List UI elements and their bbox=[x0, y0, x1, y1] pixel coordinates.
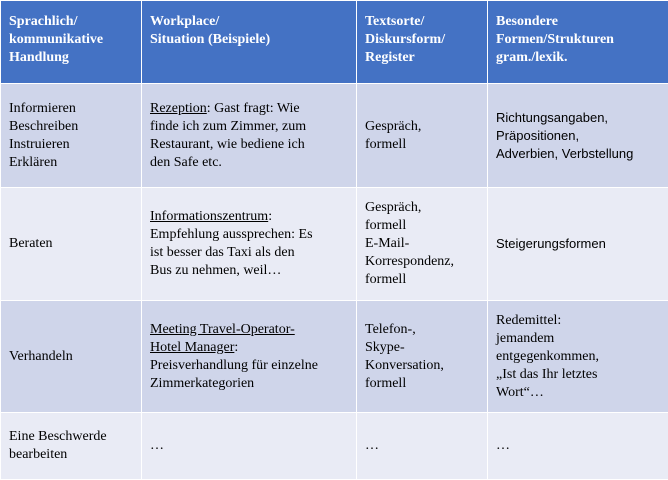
cell-text: entgegenkommen, bbox=[496, 348, 668, 366]
cell-text: E-Mail- bbox=[365, 235, 487, 253]
cell-text: Beraten bbox=[9, 235, 141, 253]
header-text: Handlung bbox=[9, 49, 141, 67]
cell-text: Instruieren bbox=[9, 136, 141, 154]
header-text: Sprachlich/ bbox=[9, 13, 141, 31]
cell-text: Redemittel: bbox=[496, 312, 668, 330]
cell-text: bearbeiten bbox=[9, 446, 141, 464]
header-text: Besondere bbox=[496, 13, 668, 31]
cell-text: … bbox=[150, 437, 356, 455]
cell-situation bbox=[142, 188, 357, 301]
cell-situation bbox=[142, 301, 357, 413]
table-row bbox=[1, 84, 668, 188]
header-text: Situation (Beispiele) bbox=[150, 31, 356, 49]
cell-text: Gespräch, bbox=[365, 118, 487, 136]
cell-text: finde ich zum Zimmer, zum bbox=[150, 118, 356, 136]
cell-text: formell bbox=[365, 217, 487, 235]
cell-text: Preisverhandlung für einzelne bbox=[150, 357, 356, 375]
cell-text: : bbox=[268, 209, 272, 224]
cell-text: Telefon-, bbox=[365, 321, 487, 339]
header-row bbox=[1, 1, 668, 84]
cell-text: Empfehlung aussprechen: Es bbox=[150, 226, 356, 244]
cell-text: Richtungsangaben, bbox=[496, 109, 668, 127]
situation-place: Informationszentrum bbox=[150, 209, 268, 224]
cell-text: Informieren bbox=[9, 100, 141, 118]
table-row bbox=[1, 301, 668, 413]
cell-text: Zimmerkategorien bbox=[150, 375, 356, 393]
header-text: Register bbox=[365, 49, 487, 67]
cell-text: Steigerungsformen bbox=[496, 235, 668, 253]
cell-text: Verhandeln bbox=[9, 348, 141, 366]
cell-text: formell bbox=[365, 375, 487, 393]
header-text: Formen/Strukturen bbox=[496, 31, 668, 49]
situation-place: Meeting Travel-Operator- bbox=[150, 322, 295, 337]
cell-text: Beschreiben bbox=[9, 118, 141, 136]
cell-formen bbox=[488, 413, 668, 480]
header-text: Diskursform/ bbox=[365, 31, 487, 49]
cell-text: Gespräch, bbox=[365, 199, 487, 217]
cell-textsorte bbox=[357, 301, 488, 413]
cell-text bbox=[150, 339, 356, 357]
cell-textsorte bbox=[357, 188, 488, 301]
cell-text: … bbox=[365, 437, 487, 455]
cell-text: Skype- bbox=[365, 339, 487, 357]
cell-formen bbox=[488, 188, 668, 301]
cell-text bbox=[150, 208, 356, 226]
cell-text: Eine Beschwerde bbox=[9, 428, 141, 446]
header-text: Workplace/ bbox=[150, 13, 356, 31]
cell-text: Konversation, bbox=[365, 357, 487, 375]
cell-text: formell bbox=[365, 136, 487, 154]
cell-text: Korrespondenz, bbox=[365, 253, 487, 271]
cell-text: Wort“… bbox=[496, 384, 668, 402]
header-text: gram./lexik. bbox=[496, 49, 668, 67]
cell-text: formell bbox=[365, 271, 487, 289]
header-formen bbox=[488, 1, 668, 84]
cell-situation bbox=[142, 84, 357, 188]
cell-text bbox=[150, 321, 356, 339]
cell-text: : bbox=[234, 340, 238, 355]
table-row bbox=[1, 188, 668, 301]
cell-textsorte bbox=[357, 84, 488, 188]
cell-text: Restaurant, wie bediene ich bbox=[150, 136, 356, 154]
cell-handlung bbox=[1, 413, 142, 480]
cell-handlung bbox=[1, 301, 142, 413]
cell-text: : Gast fragt: Wie bbox=[207, 101, 300, 116]
header-handlung bbox=[1, 1, 142, 84]
cell-formen bbox=[488, 301, 668, 413]
cell-text: jemandem bbox=[496, 330, 668, 348]
cell-text: Erklären bbox=[9, 154, 141, 172]
header-textsorte bbox=[357, 1, 488, 84]
header-text: Textsorte/ bbox=[365, 13, 487, 31]
cell-text: ist besser das Taxi als den bbox=[150, 244, 356, 262]
cell-situation bbox=[142, 413, 357, 480]
situation-place: Rezeption bbox=[150, 101, 207, 116]
cell-text: Bus zu nehmen, weil… bbox=[150, 262, 356, 280]
situation-place: Hotel Manager bbox=[150, 340, 234, 355]
header-situation bbox=[142, 1, 357, 84]
cell-handlung bbox=[1, 84, 142, 188]
cell-text: „Ist das Ihr letztes bbox=[496, 366, 668, 384]
header-text: kommunikative bbox=[9, 31, 141, 49]
cell-text: Adverbien, Verbstellung bbox=[496, 145, 668, 163]
cell-text: … bbox=[496, 437, 668, 455]
cell-textsorte bbox=[357, 413, 488, 480]
cell-text: den Safe etc. bbox=[150, 154, 356, 172]
cell-handlung bbox=[1, 188, 142, 301]
table-row bbox=[1, 413, 668, 480]
cell-formen bbox=[488, 84, 668, 188]
cell-text bbox=[150, 100, 356, 118]
cell-text: Präpositionen, bbox=[496, 127, 668, 145]
